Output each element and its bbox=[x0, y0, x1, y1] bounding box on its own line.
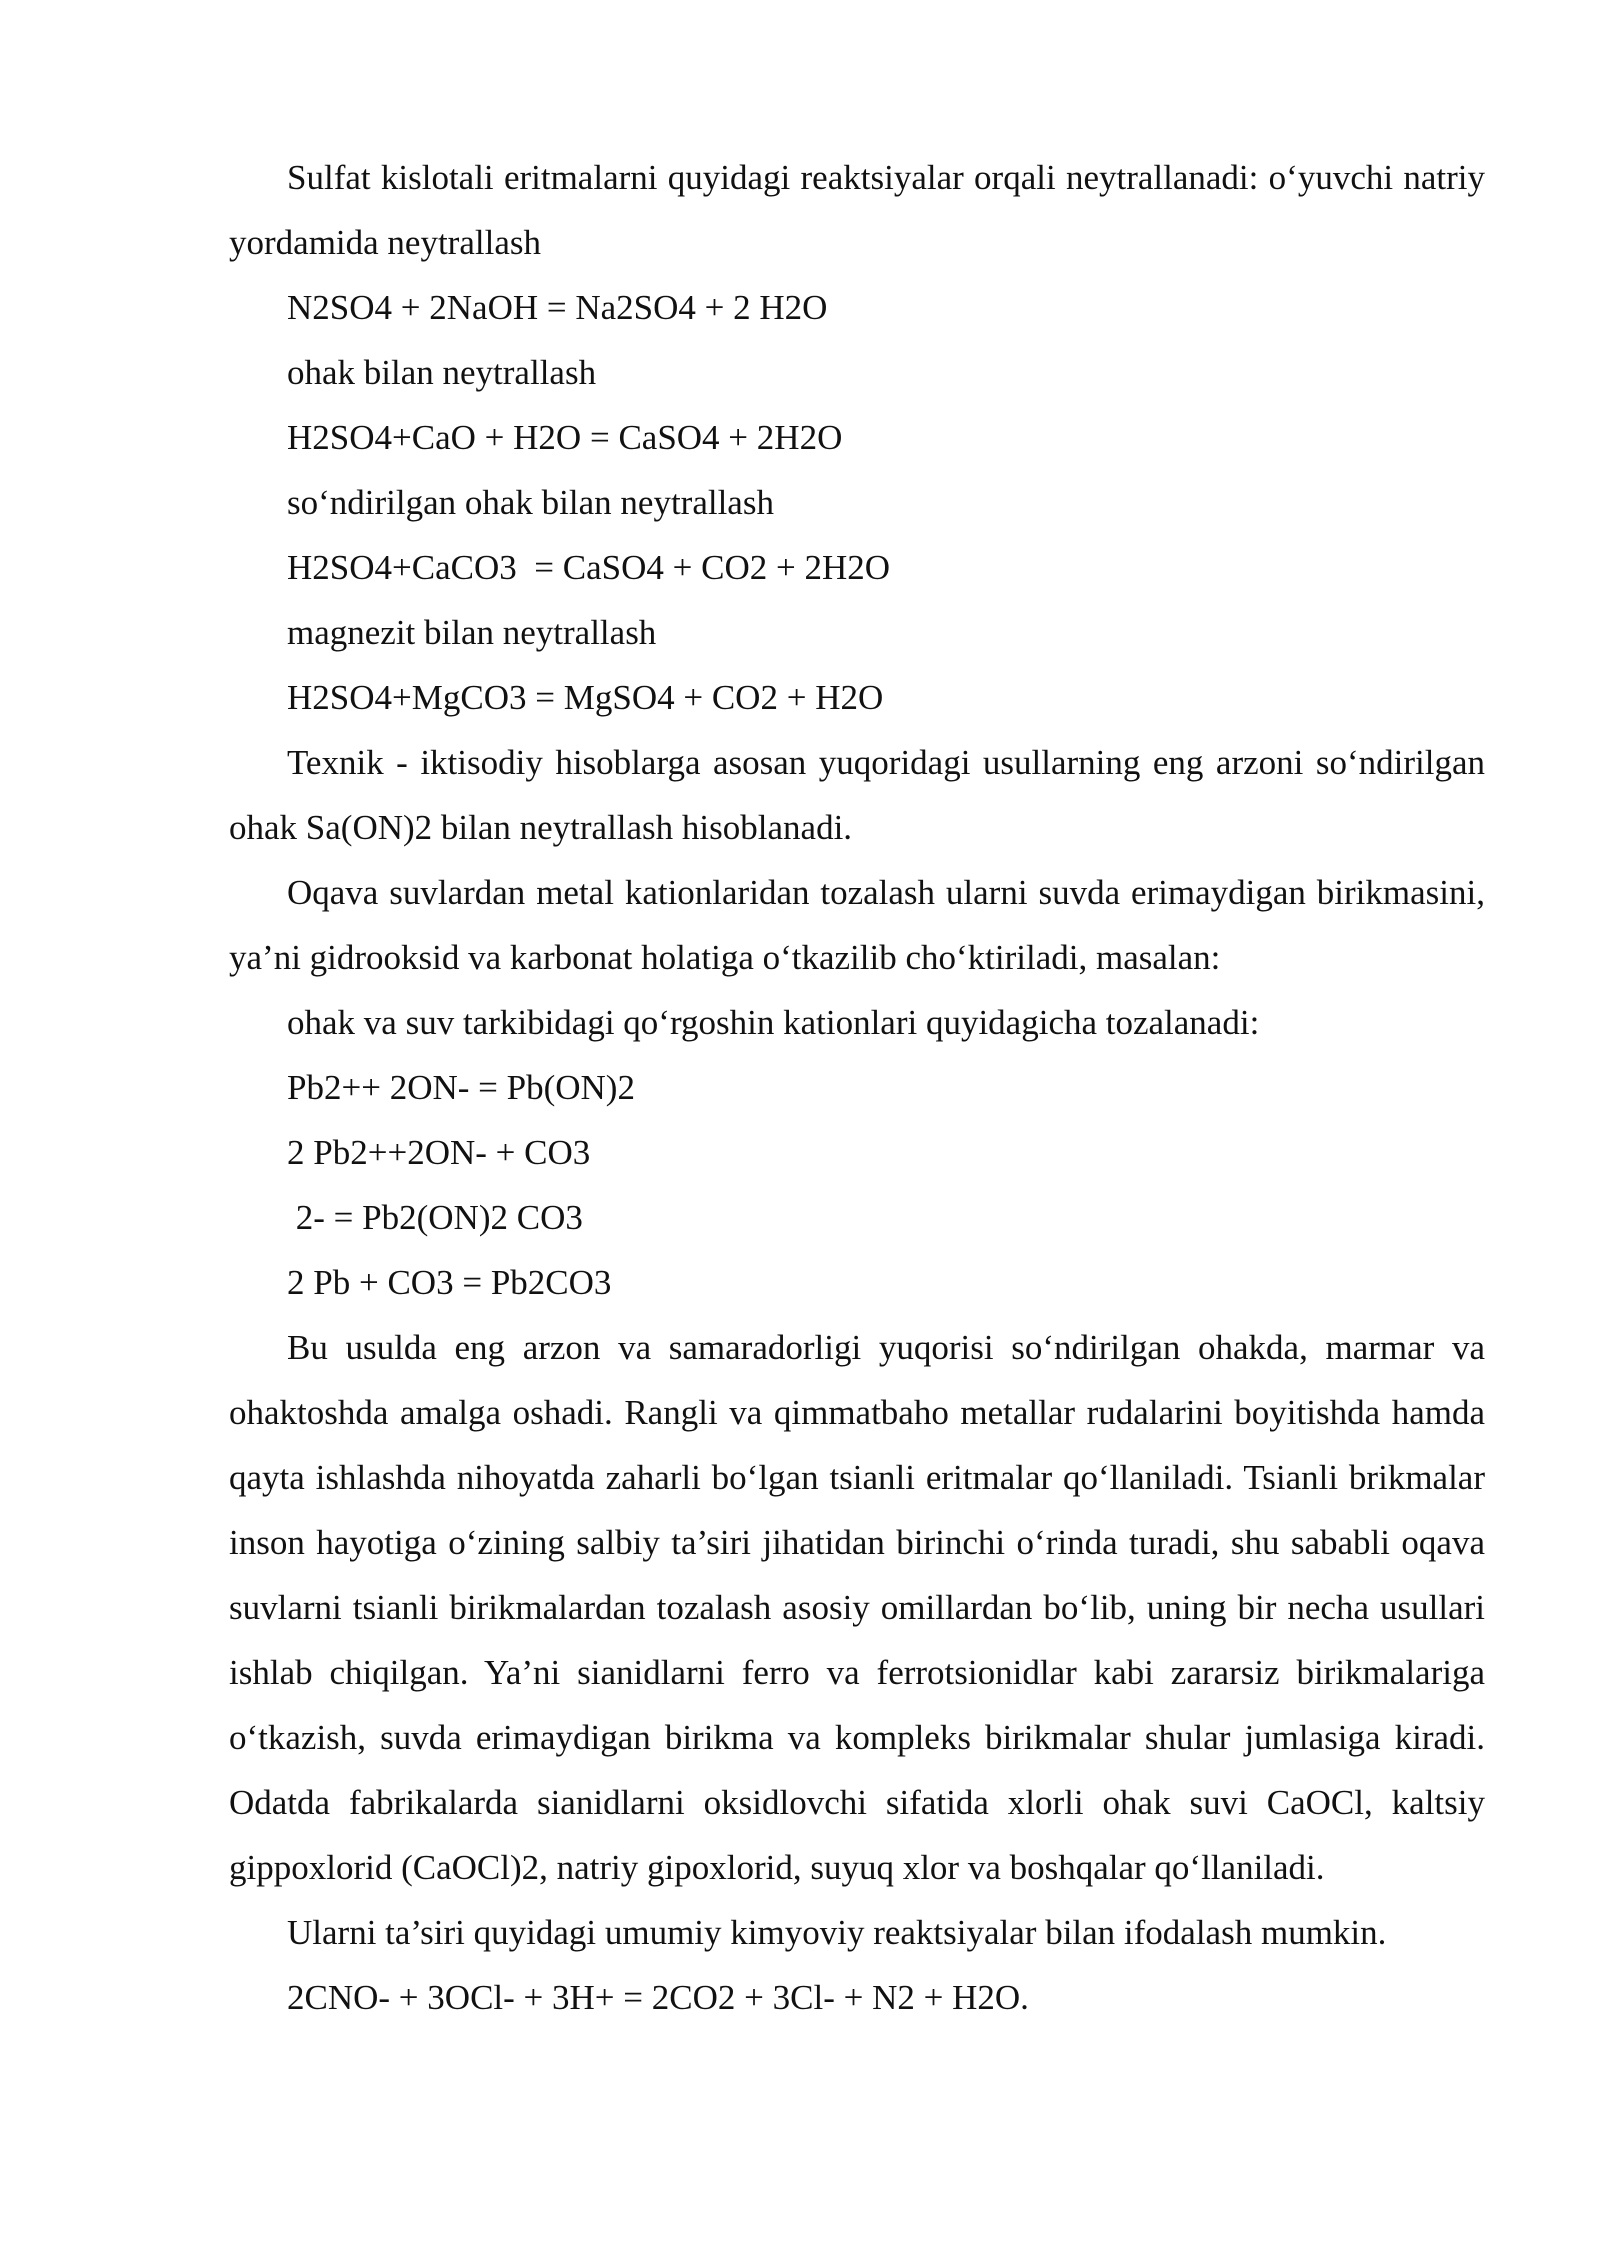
caption-lead-cations: ohak va suv tarkibidagi qo‘rgoshin kationlari quyidagicha tozalanadi: bbox=[287, 1003, 1260, 1042]
equation-pb-carbonate-part2: 2- = Pb2(ON)2 CO3 bbox=[287, 1198, 583, 1237]
equation-naoh: N2SO4 + 2NaOH = Na2SO4 + 2 H2O bbox=[287, 288, 828, 327]
equation-pb-hydroxide: Pb2++ 2ON- = Pb(ON)2 bbox=[287, 1068, 635, 1107]
equation-pb-carbonate-part1: 2 Pb2++2ON- + CO3 bbox=[287, 1133, 591, 1172]
paragraph-cyanide-treatment: Bu usulda eng arzon va samaradorligi yuqorisi so‘ndirilgan ohakda, marmar va ohaktoshda amalga oshadi. Rangli va qimmatbaho metallar rudalarini boyitishda hamda qayta ishlashda nihoyatda zaharli bo‘lgan tsianli eritmalar qo‘llaniladi. Tsianli brikmalar inson hayotiga o‘zining salbiy ta’siri jihatidan birinchi o‘rinda turadi, shu sababli oqava suvlarni tsianli birikmalardan tozalash asosiy omillardan bo‘lib, uning bir necha usullari ishlab chiqilgan. Ya’ni sianidlarni ferro va ferrotsionidlar kabi zararsiz birikmalariga o‘tkazish, suvda erimaydigan birikma va kompleks birikmalar shular jumlasiga kiradi. Odatda fabrikalarda sianidlarni oksidlovchi sifatida xlorli ohak suvi CaOCl, kaltsiy gippoxlorid (CaOCl)2, natriy gipoxlorid, suyuq xlor va boshqalar qo‘llaniladi. bbox=[229, 1328, 1485, 1887]
paragraph-neutralization-intro: Sulfat kislotali eritmalarni quyidagi reaktsiyalar orqali neytrallanadi: o‘yuvchi natriy yordamida neytrallash bbox=[229, 158, 1485, 262]
equation-cno-oxidation: 2CNO- + 3OCl- + 3H+ = 2CO2 + 3Cl- + N2 + H2O. bbox=[287, 1978, 1029, 2017]
equation-cao: H2SO4+CaO + H2O = CaSO4 + 2H2O bbox=[287, 418, 843, 457]
equation-pb2co3: 2 Pb + CO3 = Pb2CO3 bbox=[287, 1263, 612, 1302]
caption-lime: ohak bilan neytrallash bbox=[287, 353, 597, 392]
caption-slaked-lime: so‘ndirilgan ohak bilan neytrallash bbox=[287, 483, 774, 522]
document-body bbox=[229, 145, 1485, 2030]
caption-magnesite: magnezit bilan neytrallash bbox=[287, 613, 657, 652]
equation-mgco3: H2SO4+MgCO3 = MgSO4 + CO2 + H2O bbox=[287, 678, 884, 717]
caption-general-reactions: Ularni ta’siri quyidagi umumiy kimyoviy reaktsiyalar bilan ifodalash mumkin. bbox=[287, 1913, 1387, 1952]
paragraph-metal-cations: Oqava suvlardan metal kationlaridan tozalash ularni suvda erimaydigan birikmasini, ya’ni gidrooksid va karbonat holatiga o‘tkazilib cho‘ktiriladi, masalan: bbox=[229, 873, 1485, 977]
paragraph-technical-economic: Texnik - iktisodiy hisoblarga asosan yuqoridagi usullarning eng arzoni so‘ndirilgan ohak Sa(ON)2 bilan neytrallash hisoblanadi. bbox=[229, 743, 1485, 847]
equation-caco3: H2SO4+CaCO3 = CaSO4 + CO2 + 2H2O bbox=[287, 548, 891, 587]
